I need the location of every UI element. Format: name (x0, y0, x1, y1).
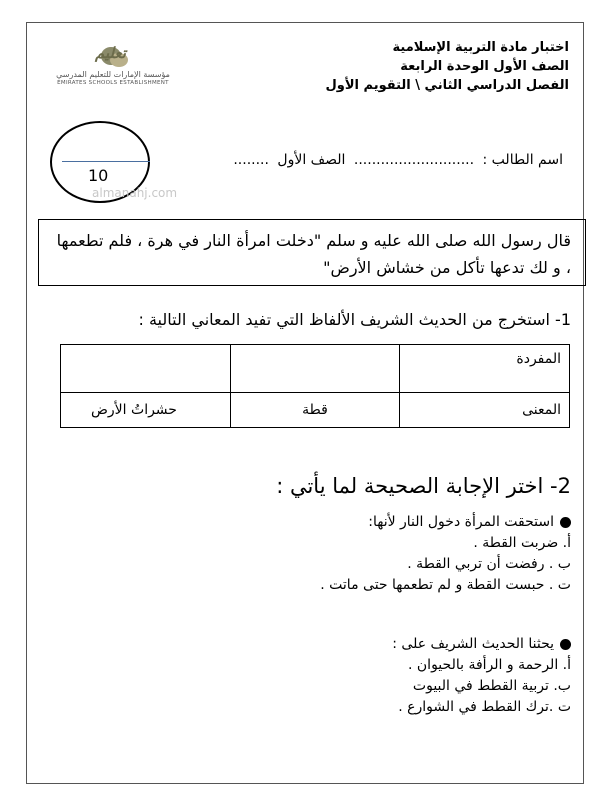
question-1-prompt: 1- استخرج من الحديث الشريف الألفاظ التي تفيد المعاني التالية : (138, 310, 571, 329)
header-term: الفصل الدراسي الثاني \ التقويم الأول (325, 78, 569, 93)
student-name-field[interactable]: ........................... (353, 152, 475, 168)
mcq-item (320, 512, 571, 596)
student-info-line (229, 152, 563, 168)
meaning-cell: قطة (230, 392, 400, 427)
exam-header (269, 38, 569, 95)
score-total: 10 (88, 166, 109, 185)
word-label-cell: المفردة (400, 345, 570, 393)
logo-brand: تعليم (95, 44, 126, 62)
logo-english-subtitle: EMIRATES SCHOOLS ESTABLISHMENT (57, 80, 169, 86)
bullet-icon (560, 639, 571, 650)
question-2-prompt: 2- اختر الإجابة الصحيحة لما يأتي : (276, 474, 571, 498)
mcq-stem (392, 634, 571, 655)
mcq-option[interactable]: ت . حبست القطة و لم تطعمها حتى ماتت . (320, 577, 571, 593)
grade-field[interactable]: ........ (233, 152, 269, 168)
mcq-option[interactable]: أ. الرحمة و الرأفة بالحيوان . (408, 657, 571, 673)
mcq-option[interactable]: ت .ترك القطط في الشوارع . (398, 699, 571, 715)
score-divider (62, 161, 150, 162)
mcq-option[interactable]: ب. تربية القطط في البيوت (412, 678, 571, 694)
meaning-cell: حشراتُ الأرض (61, 392, 231, 427)
watermark: almanahj.com (92, 186, 178, 200)
mcq-option[interactable]: ب . رفضت أن تربي القطة . (407, 556, 571, 572)
mcq-stem (320, 512, 571, 533)
header-grade-unit: الصف الأول الوحدة الرابعة (400, 59, 569, 74)
mcq-item (392, 634, 571, 718)
hadith-box (38, 219, 586, 286)
answer-cell[interactable] (230, 345, 400, 393)
table-row (61, 345, 570, 393)
bullet-icon (560, 517, 571, 528)
meaning-label-cell: المعنى (400, 392, 570, 427)
answer-cell[interactable] (61, 345, 231, 393)
mcq-option[interactable]: أ. ضربت القطة . (473, 535, 571, 551)
header-subject: اختبار مادة التربية الإسلامية (392, 40, 569, 55)
vocabulary-table (60, 344, 570, 428)
hadith-text: قال رسول الله صلى الله عليه و سلم "دخلت امرأة النار في هرة ، فلم تطعمها ، و لك تدعها تأكل من خشاش الأرض" (56, 231, 571, 277)
grade-label: الصف الأول (277, 152, 346, 168)
student-name-label: اسم الطالب : (482, 152, 563, 168)
mcq-stem-text: يحثنا الحديث الشريف على : (392, 636, 554, 652)
table-row (61, 392, 570, 427)
ministry-logo (45, 44, 180, 90)
mcq-stem-text: استحقت المرأة دخول النار لأنها: (368, 514, 554, 530)
logo-arabic-subtitle: مؤسسة الإمارات للتعليم المدرسي (56, 70, 170, 79)
